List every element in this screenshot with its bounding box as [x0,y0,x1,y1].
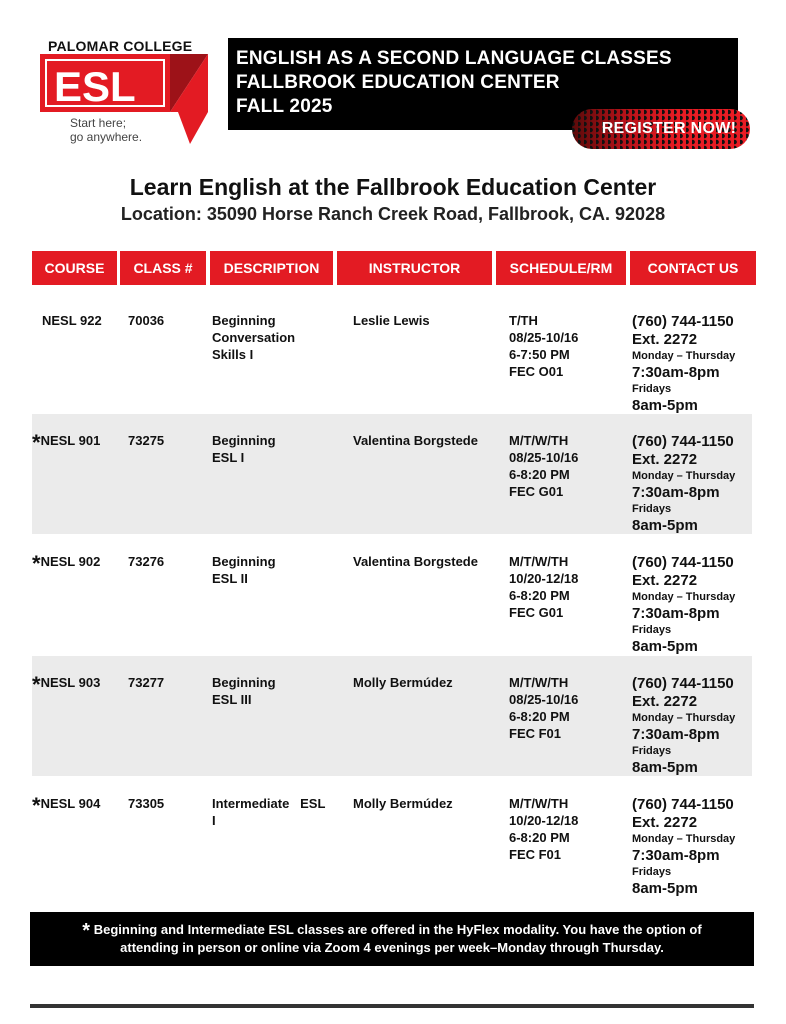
schedule-room: M/T/W/TH 08/25-10/16 6-8:20 PM FEC G01 [509,433,579,499]
header-schedule-room: SCHEDULE/RM [496,251,626,285]
schedule-room: M/T/W/TH 10/20-12/18 6-8:20 PM FEC F01 [509,796,579,862]
contact-info: (760) 744-1150 Ext. 2272 Monday – Thursday 7:30am-8pm Fridays 8am-5pm [632,675,736,776]
course-code: NESL 922 [42,313,102,328]
header-contact-us: CONTACT US [630,251,756,285]
course-description: Beginning Conversation Skills I [212,313,296,362]
instructor-name: Molly Bermúdez [353,796,453,811]
class-number: 73275 [128,433,165,448]
class-number: 73276 [128,554,165,569]
contact-info: (760) 744-1150 Ext. 2272 Monday – Thursday 7:30am-8pm Fridays 8am-5pm [632,554,736,655]
course-code: *NESL 904 [32,793,101,818]
esl-logo-text: ESL [54,63,136,110]
course-code: *NESL 902 [32,551,101,576]
class-number: 73305 [128,796,165,811]
hyflex-note: * Beginning and Intermediate ESL classes are offered in the HyFlex modality. You have the option of attending in person or online via Zoom 4 evenings per week–Monday through Thursday. [30,912,754,966]
contact-info: (760) 744-1150 Ext. 2272 Monday – Thursday 7:30am-8pm Fridays 8am-5pm [632,796,736,897]
register-now-button[interactable]: REGISTER NOW! [572,109,750,149]
header-class-number: CLASS # [120,251,206,285]
title-line-2: FALLBROOK EDUCATION CENTER [236,72,560,93]
course-description: Beginning ESL I [212,433,276,465]
class-number: 73277 [128,675,165,690]
college-name: PALOMAR COLLEGE [48,38,193,54]
table-row [32,294,752,414]
location-text: Location: 35090 Horse Ranch Creek Road, Fallbrook, CA. 92028 [120,204,666,224]
bottom-divider [30,1004,754,1008]
class-number: 70036 [128,313,165,328]
table-row [32,777,752,897]
contact-info: (760) 744-1150 Ext. 2272 Monday – Thursday 7:30am-8pm Fridays 8am-5pm [632,313,736,414]
course-code: *NESL 901 [32,430,101,455]
schedule-room: T/TH 08/25-10/16 6-7:50 PM FEC O01 [509,313,579,379]
contact-info: (760) 744-1150 Ext. 2272 Monday – Thursday 7:30am-8pm Fridays 8am-5pm [632,433,736,534]
schedule-room: M/T/W/TH 08/25-10/16 6-8:20 PM FEC F01 [509,675,579,741]
instructor-name: Valentina Borgstede [353,554,478,569]
palomar-esl-logo [40,38,210,146]
header-description: DESCRIPTION [210,251,333,285]
course-description: Intermediate ESL I [212,796,326,828]
course-description: Beginning ESL III [212,675,276,707]
logo-tagline: Start here; go anywhere. [70,116,143,144]
instructor-name: Valentina Borgstede [353,433,478,448]
page-headline: Learn English at the Fallbrook Education Center [129,174,657,200]
title-line-1: ENGLISH AS A SECOND LANGUAGE CLASSES [236,48,672,69]
course-code: *NESL 903 [32,672,101,697]
course-description: Beginning ESL II [212,554,276,586]
instructor-name: Leslie Lewis [353,313,430,328]
header-instructor: INSTRUCTOR [337,251,492,285]
header-course: COURSE [32,251,117,285]
title-line-3: FALL 2025 [236,96,333,117]
table-row [32,414,752,534]
instructor-name: Molly Bermúdez [353,675,453,690]
schedule-room: M/T/W/TH 10/20-12/18 6-8:20 PM FEC G01 [509,554,579,620]
table-row [32,535,752,655]
table-row [32,656,752,776]
note-asterisk: * [82,920,91,942]
